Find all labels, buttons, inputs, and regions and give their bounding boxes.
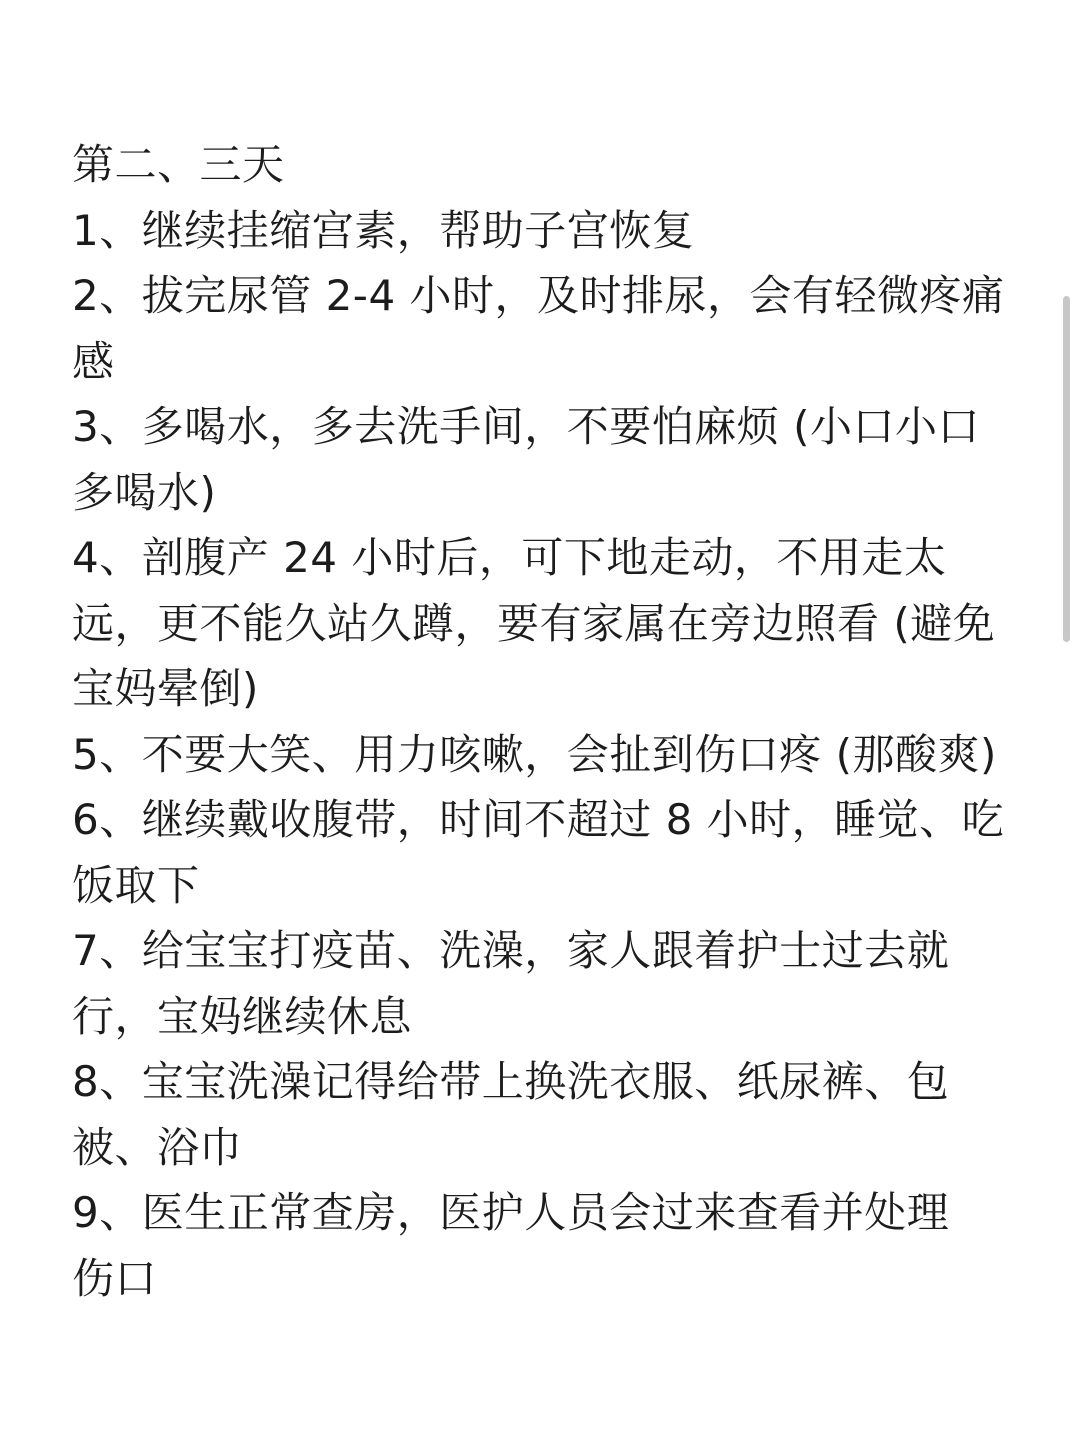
note-line: 伤口 <box>72 1253 158 1303</box>
note-line: 感 <box>72 336 115 386</box>
note-line: 1、继续挂缩宫素，帮助子宫恢复 <box>72 205 695 255</box>
note-line: 6、继续戴收腹带，时间不超过 8 小时，睡觉、吃 <box>72 795 1005 844</box>
note-line: 4、剖腹产 24 小时后，可下地走动，不用走太 <box>72 533 947 582</box>
note-content <box>72 132 1012 1311</box>
note-line: 5、不要大笑、用力咳嗽，会扯到伤口疼 (那酸爽) <box>72 729 997 779</box>
note-line: 行，宝妈继续休息 <box>72 991 413 1041</box>
note-line: 9、医生正常查房，医护人员会过来查看并处理 <box>72 1188 950 1237</box>
note-line: 8、宝宝洗澡记得给带上换洗衣服、纸尿裤、包 <box>72 1057 950 1106</box>
note-line: 宝妈晕倒) <box>72 664 259 713</box>
note-line: 被、浴巾 <box>72 1122 243 1172</box>
note-line: 多喝水) <box>72 467 217 517</box>
vertical-scrollbar[interactable] <box>1063 296 1070 642</box>
note-line: 3、多喝水，多去洗手间，不要怕麻烦 (小口小口 <box>72 402 980 451</box>
note-line: 饭取下 <box>72 860 200 910</box>
note-heading: 第二、三天 <box>72 140 285 189</box>
note-line: 7、给宝宝打疫苗、洗澡，家人跟着护士过去就 <box>72 926 950 975</box>
note-line: 远，更不能久站久蹲，要有家属在旁边照看 (避免 <box>72 598 996 648</box>
note-line: 2、拔完尿管 2-4 小时，及时排尿，会有轻微疼痛 <box>72 271 1005 320</box>
